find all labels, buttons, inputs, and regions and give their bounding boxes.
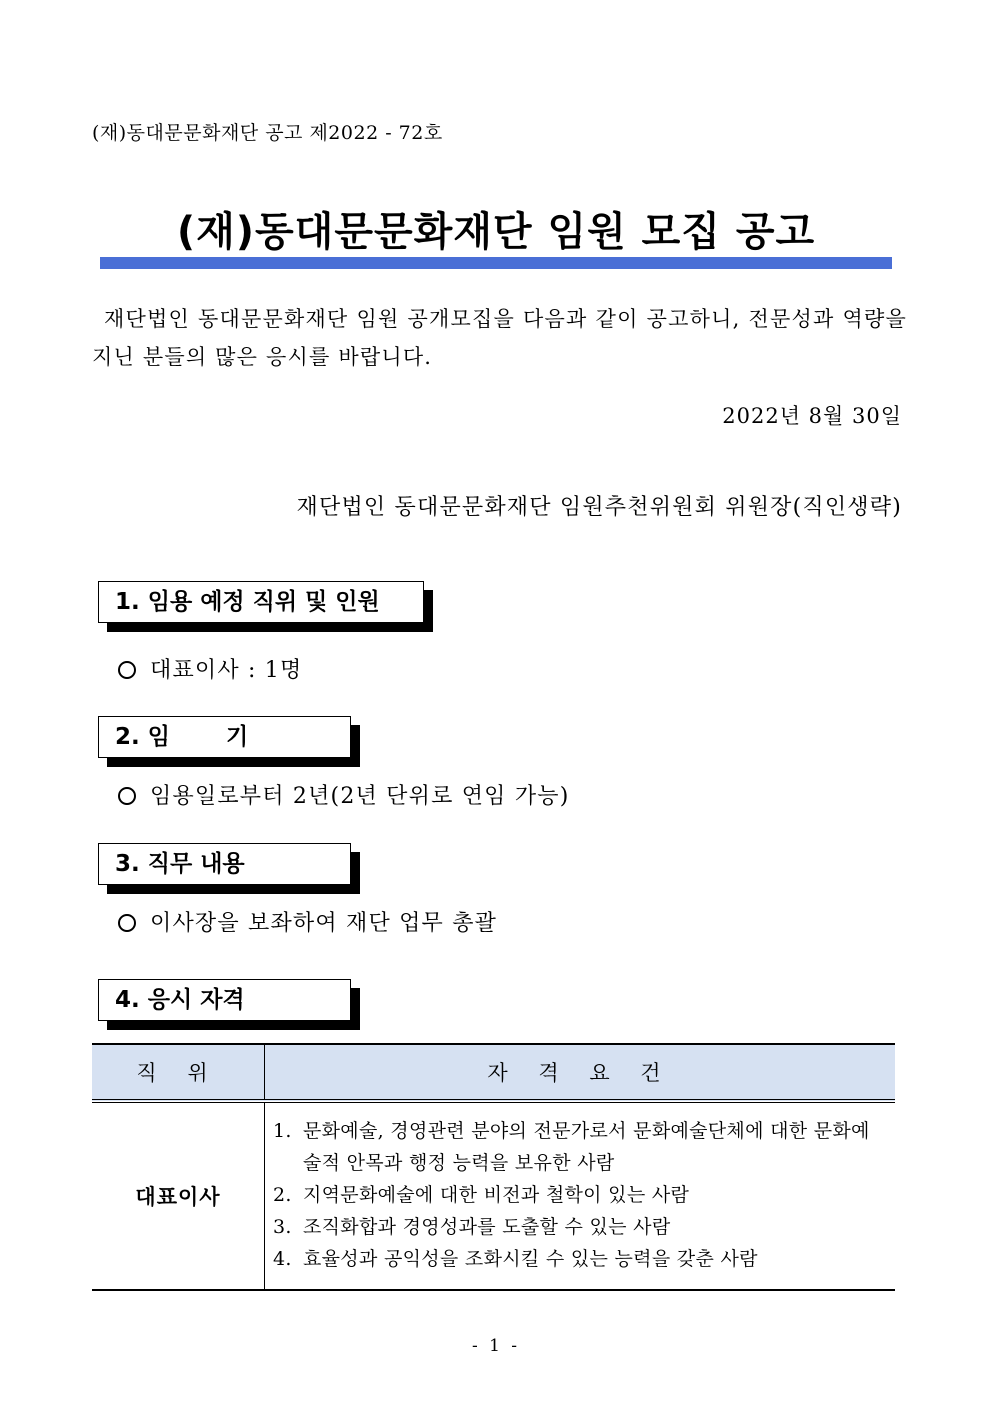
section-3-bullet — [118, 906, 497, 937]
section-heading-3 — [98, 843, 351, 885]
bullet-text: 대표이사 : 1명 — [150, 658, 303, 683]
position-cell: 대표이사 — [92, 1101, 265, 1290]
requirement-number: 4. — [273, 1248, 292, 1270]
section-2-bullet — [118, 779, 570, 810]
section-1-bullet — [118, 653, 302, 684]
issuer-line: 재단법인 동대문문화재단 임원추천위원회 위원장(직인생략) — [296, 495, 902, 520]
requirements-cell — [265, 1101, 896, 1290]
requirement-item — [273, 1243, 885, 1275]
page-number: - 1 - — [471, 1336, 521, 1356]
column-header-position: 직 위 — [92, 1044, 265, 1101]
announcement-date: 2022년 8월 30일 — [722, 404, 902, 428]
page-title: (재)동대문문화재단 임원 모집 공고 — [176, 209, 816, 255]
circle-bullet-icon — [118, 914, 136, 932]
circle-bullet-icon — [118, 787, 136, 805]
section-heading-label: 2. 임 기 — [98, 716, 351, 758]
requirement-number: 1. — [273, 1120, 292, 1142]
document-number: (재)동대문문화재단 공고 제2022 - 72호 — [92, 122, 443, 144]
requirement-item — [273, 1115, 885, 1179]
section-heading-1 — [98, 581, 424, 623]
requirement-text: 지역문화예술에 대한 비전과 철학이 있는 사람 — [303, 1184, 690, 1206]
section-heading-label: 3. 직무 내용 — [98, 843, 351, 885]
requirement-item — [273, 1211, 885, 1243]
title-underline-bar — [100, 257, 892, 269]
bullet-text: 이사장을 보좌하여 재단 업무 총괄 — [150, 911, 498, 936]
circle-bullet-icon — [118, 661, 136, 679]
qualification-table — [92, 1043, 895, 1291]
section-heading-label: 1. 임용 예정 직위 및 인원 — [98, 581, 424, 623]
requirement-number: 2. — [273, 1184, 292, 1206]
table-row — [92, 1101, 895, 1290]
table-header-row — [92, 1044, 895, 1101]
requirement-text: 문화예술, 경영관련 분야의 전문가로서 문화예술단체에 대한 문화예술적 안목과 행정 능력을 보유한 사람 — [303, 1120, 870, 1174]
section-heading-label: 4. 응시 자격 — [98, 979, 351, 1021]
requirement-item — [273, 1179, 885, 1211]
section-heading-4 — [98, 979, 351, 1021]
column-header-requirements: 자 격 요 건 — [265, 1044, 896, 1101]
section-heading-2 — [98, 716, 351, 758]
requirement-text: 조직화합과 경영성과를 도출할 수 있는 사람 — [303, 1216, 671, 1238]
requirement-text: 효율성과 공익성을 조화시킬 수 있는 능력을 갖춘 사람 — [303, 1248, 758, 1270]
bullet-text: 임용일로부터 2년(2년 단위로 연임 가능) — [150, 784, 570, 809]
requirement-number: 3. — [273, 1216, 292, 1238]
intro-paragraph: 재단법인 동대문문화재단 임원 공개모집을 다음과 같이 공고하니, 전문성과 역량을 지닌 분들의 많은 응시를 바랍니다. — [92, 307, 907, 369]
